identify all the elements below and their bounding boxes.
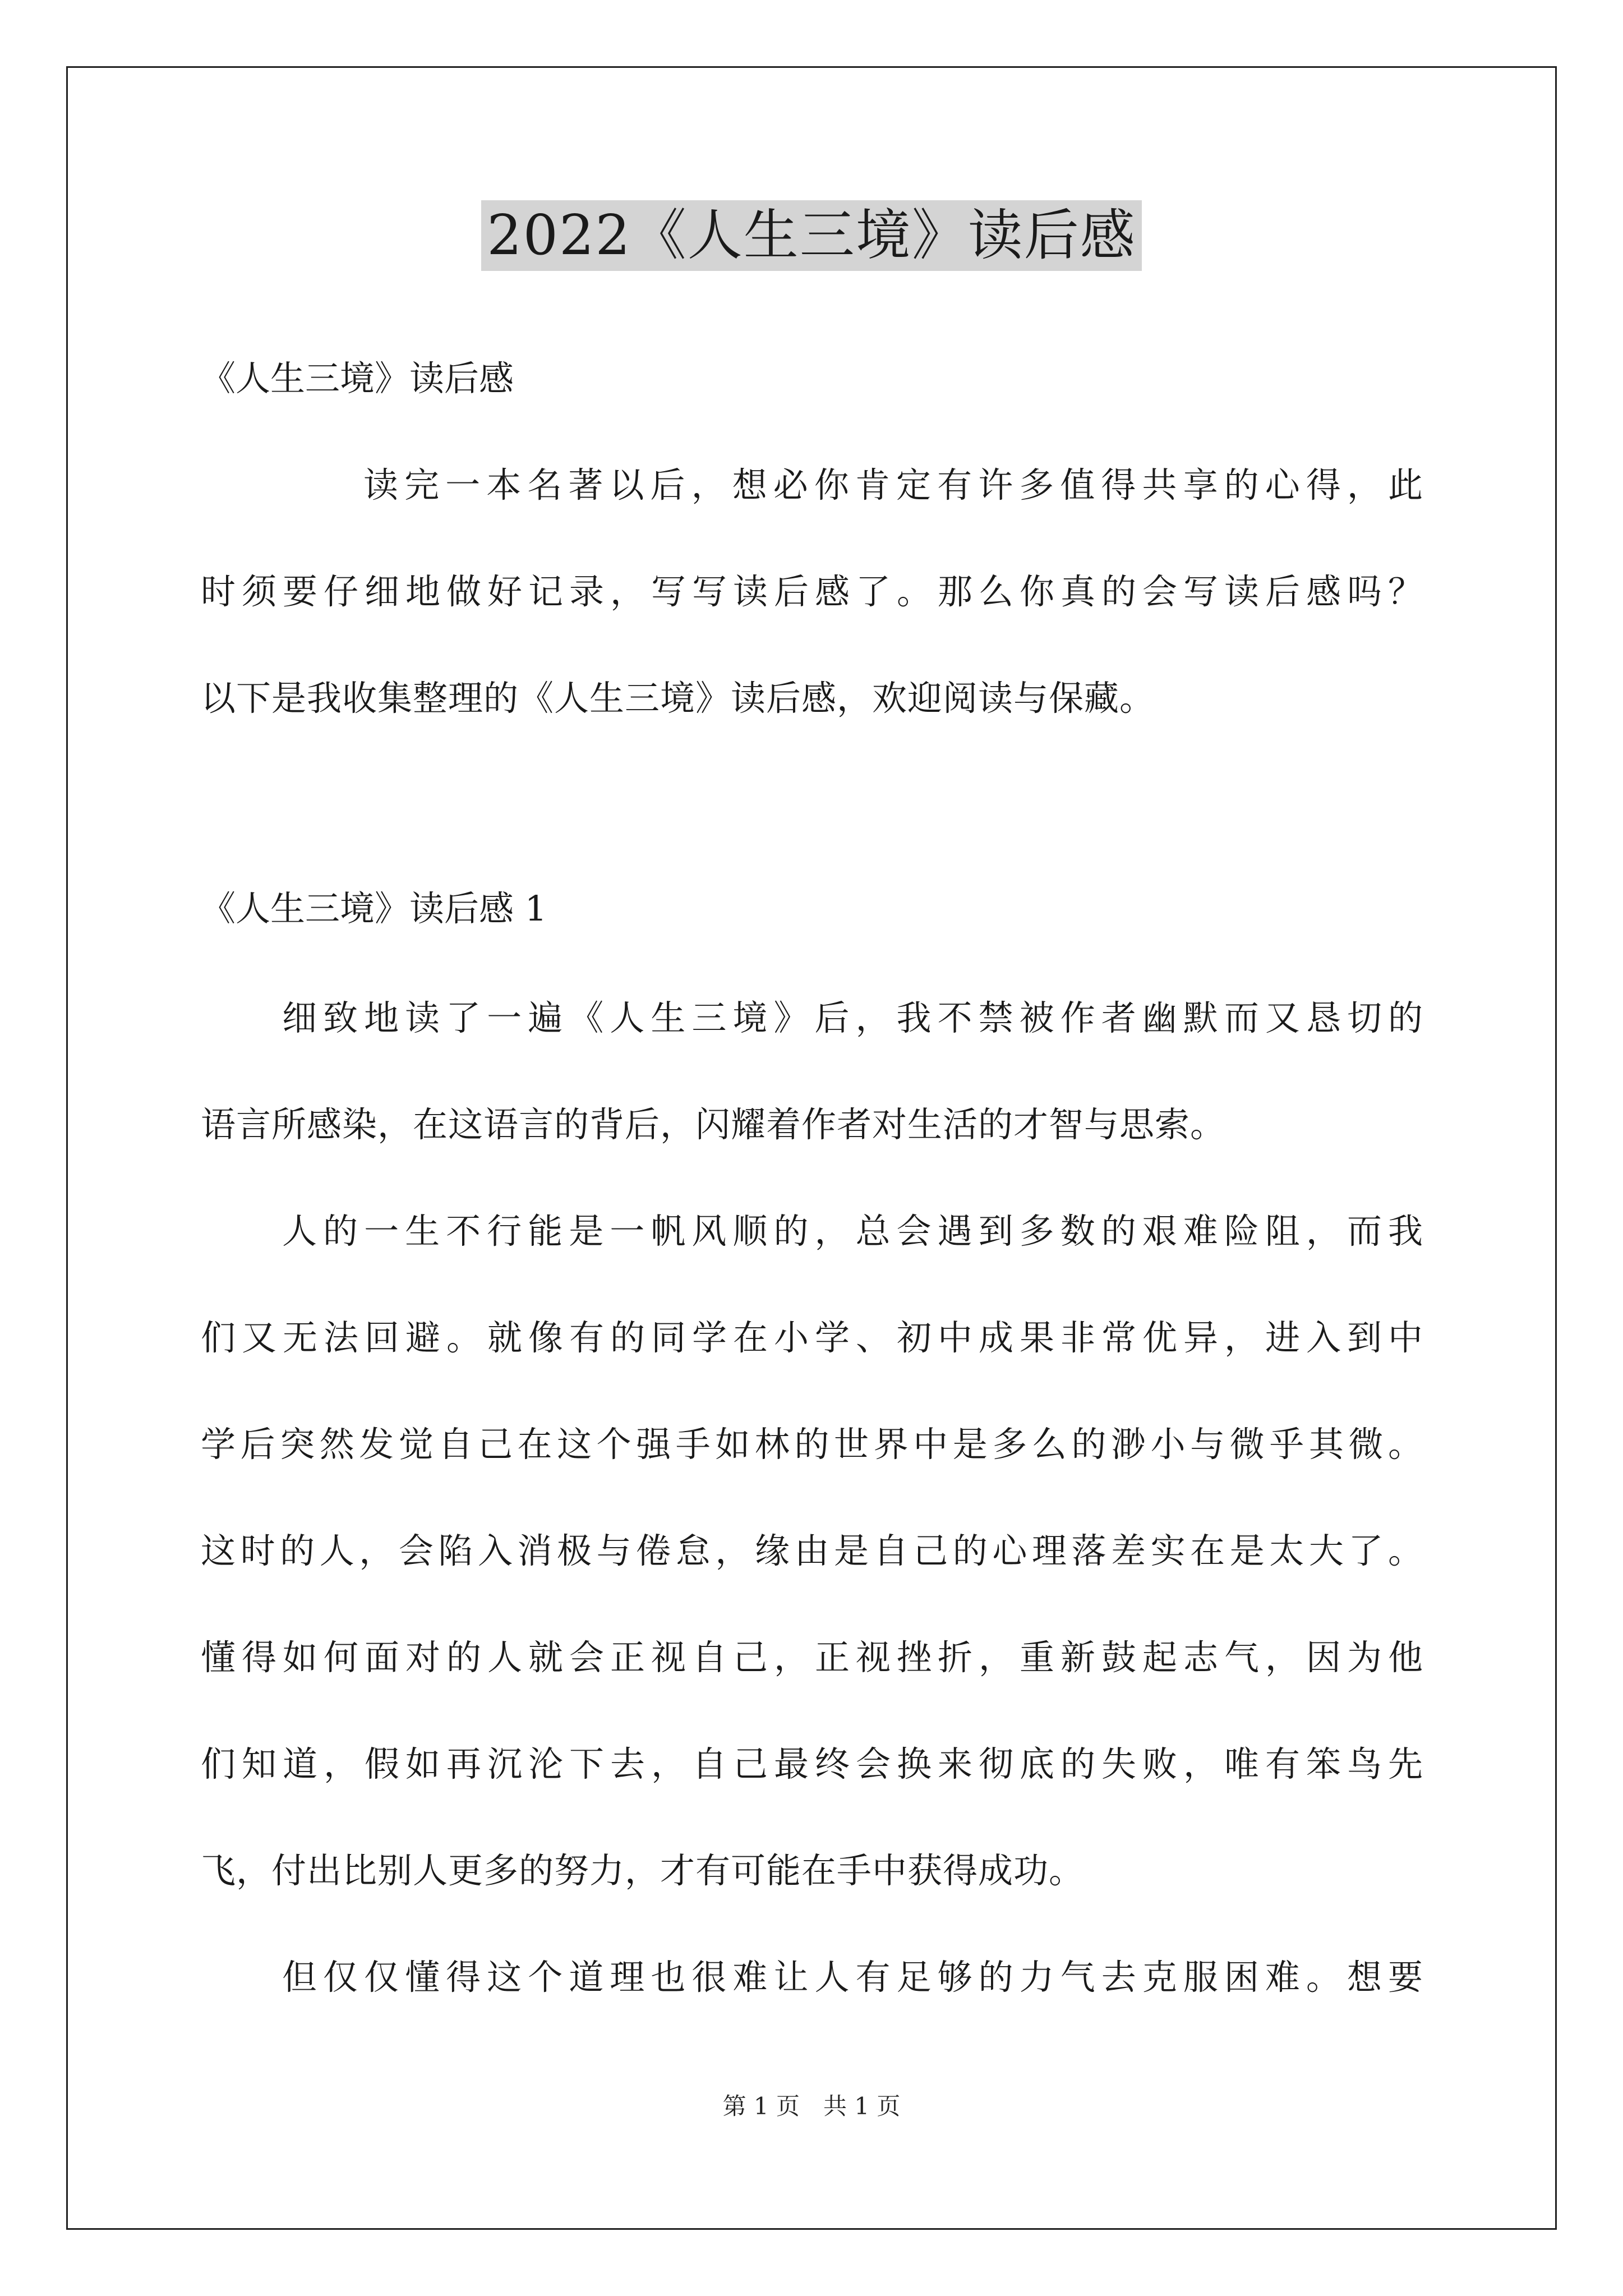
para2-line-4: 这时的人，会陷入消极与倦怠，缘由是自己的心理落差实在是太大了。 xyxy=(201,1530,1423,1571)
para2-line-7: 飞，付出比别人更多的努力，才有可能在手中获得成功。 xyxy=(201,1850,1085,1891)
para1-line-1: 细致地读了一遍《人生三境》后，我不禁被作者幽默而又恳切的 xyxy=(282,997,1423,1038)
para2-line-2: 们又无法回避。就像有的同学在小学、初中成果非常优异，进入到中 xyxy=(201,1317,1423,1358)
intro-line-1: 读完一本名著以后，想必你肯定有许多值得共享的心得，此 xyxy=(363,464,1423,505)
para2-line-5: 懂得如何面对的人就会正视自己，正视挫折，重新鼓起志气，因为他 xyxy=(201,1637,1423,1678)
para2-line-3: 学后突然发觉自己在这个强手如林的世界中是多么的渺小与微乎其微。 xyxy=(201,1424,1423,1465)
intro-line-2: 时须要仔细地做好记录，写写读后感了。那么你真的会写读后感吗？ xyxy=(201,571,1423,612)
section-heading: 《人生三境》读后感 1 xyxy=(201,888,547,929)
intro-line-3: 以下是我收集整理的《人生三境》读后感，欢迎阅读与保藏。 xyxy=(201,678,1155,719)
document-title-text: 2022《人生三境》读后感 xyxy=(481,200,1141,271)
para2-line-1: 人的一生不行能是一帆风顺的，总会遇到多数的艰难险阻，而我 xyxy=(282,1211,1423,1251)
page-footer: 第 1 页 共 1 页 xyxy=(722,2092,901,2120)
para2-line-6: 们知道，假如再沉沦下去，自己最终会换来彻底的失败，唯有笨鸟先 xyxy=(201,1743,1423,1784)
para1-line-2: 语言所感染，在这语言的背后，闪耀着作者对生活的才智与思索。 xyxy=(201,1104,1226,1145)
para3-line-1: 但仅仅懂得这个道理也很难让人有足够的力气去克服困难。想要 xyxy=(282,1957,1423,1998)
document-title xyxy=(0,196,1623,275)
document-subtitle: 《人生三境》读后感 xyxy=(201,358,514,399)
